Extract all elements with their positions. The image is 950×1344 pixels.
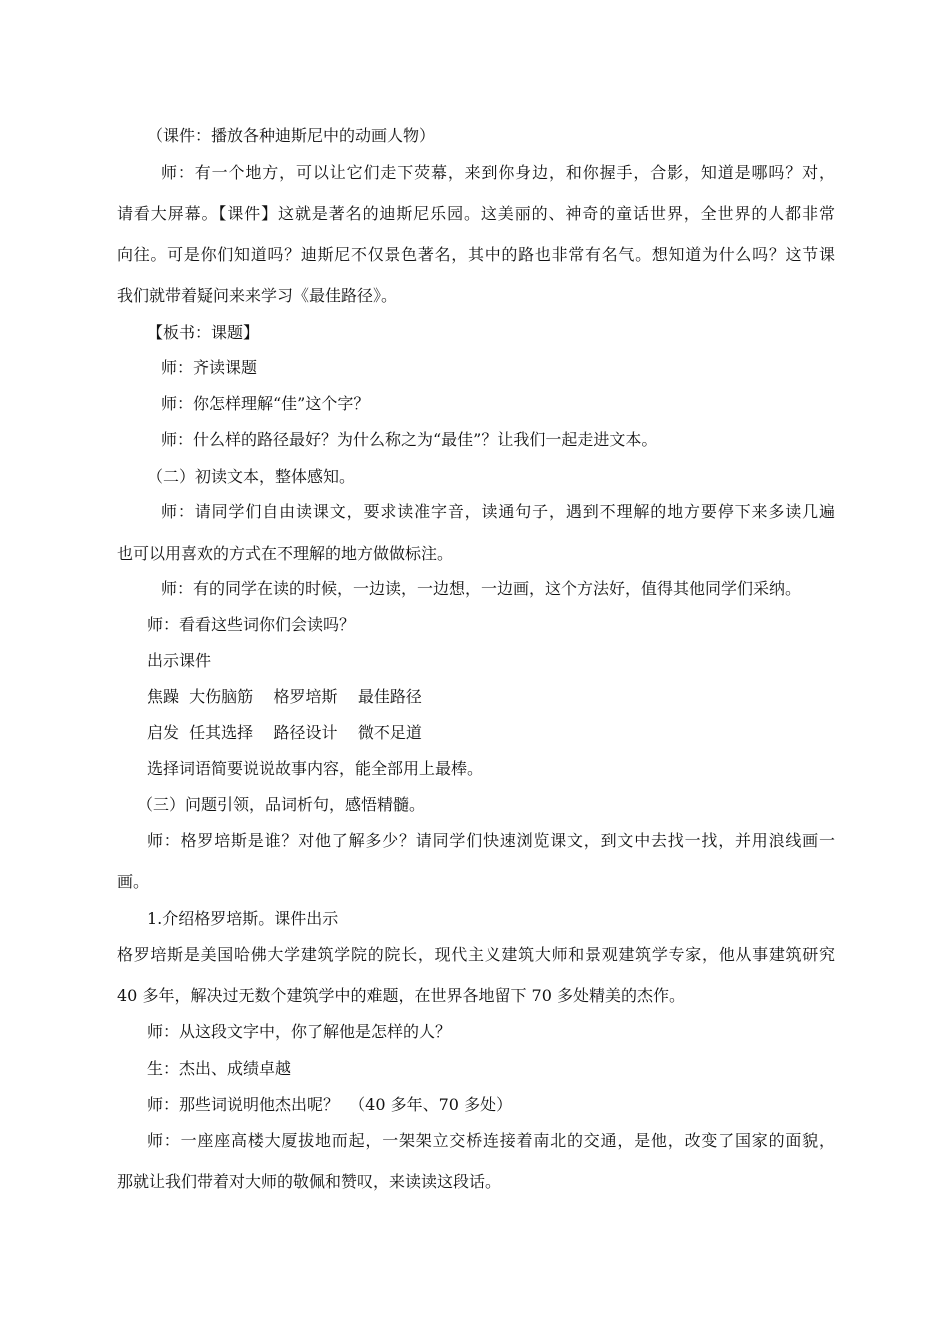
paragraph-line: （课件：播放各种迪斯尼中的动画人物） — [147, 126, 436, 145]
paragraph-line: 师：齐读课题 — [161, 358, 258, 377]
paragraph-line: 师：格罗培斯是谁？对他了解多少？请同学们快速浏览课文，到文中去找一找，并用浪线画一 — [147, 831, 835, 850]
section-heading: （三）问题引领，品词析句，感悟精髓。 — [137, 795, 426, 814]
paragraph-line: 也可以用喜欢的方式在不理解的地方做做标注。 — [117, 544, 454, 563]
paragraph-line: 师：什么样的路径最好？为什么称之为“最佳”？让我们一起走进文本。 — [161, 430, 658, 449]
paragraph-line: 师：有的同学在读的时候，一边读，一边想，一边画，这个方法好，值得其他同学们采纳。 — [161, 579, 802, 598]
paragraph-line: 那就让我们带着对大师的敬佩和赞叹，来读读这段话。 — [117, 1172, 502, 1191]
paragraph-line: 40 多年，解决过无数个建筑学中的难题，在世界各地留下 70 多处精美的杰作。 — [117, 986, 685, 1005]
section-heading: （二）初读文本，整体感知。 — [147, 467, 356, 486]
paragraph-line: 生：杰出、成绩卓越 — [147, 1059, 292, 1078]
word-list-line: 焦躁 大伤脑筋 格罗培斯 最佳路径 — [147, 687, 422, 706]
paragraph-line: 出示课件 — [147, 651, 212, 670]
paragraph-line: 向往。可是你们知道吗？迪斯尼不仅景色著名，其中的路也非常有名气。想知道为什么吗？这节课 — [117, 245, 835, 264]
paragraph-line: 师：那些词说明他杰出呢？ （40 多年、70 多处） — [147, 1095, 513, 1114]
paragraph-line: 师：你怎样理解“佳”这个字？ — [161, 394, 370, 413]
paragraph-line: 师：看看这些词你们会读吗？ — [147, 615, 356, 634]
paragraph-line: 我们就带着疑问来来学习《最佳路径》。 — [117, 286, 398, 305]
paragraph-line: 1.介绍格罗培斯。课件出示 — [147, 909, 339, 928]
paragraph-line: 师：请同学们自由读课文，要求读准字音，读通句子，遇到不理解的地方要停下来多读几遍 — [161, 502, 835, 521]
paragraph-line: 师：从这段文字中，你了解他是怎样的人？ — [147, 1022, 452, 1041]
paragraph-line: 选择词语简要说说故事内容，能全部用上最棒。 — [147, 759, 484, 778]
paragraph-line: 【板书：课题】 — [147, 323, 260, 342]
paragraph-line: 画。 — [117, 872, 150, 891]
paragraph-line: 师：有一个地方，可以让它们走下荧幕，来到你身边，和你握手，合影，知道是哪吗？对， — [161, 163, 835, 182]
paragraph-line: 格罗培斯是美国哈佛大学建筑学院的院长，现代主义建筑大师和景观建筑学专家，他从事建筑研究 — [117, 945, 835, 964]
paragraph-line: 请看大屏幕。【课件】这就是著名的迪斯尼乐园。这美丽的、神奇的童话世界，全世界的人都非常 — [117, 204, 835, 223]
paragraph-line: 师：一座座高楼大厦拔地而起，一架架立交桥连接着南北的交通，是他，改变了国家的面貌， — [147, 1131, 835, 1150]
word-list-line: 启发 任其选择 路径设计 微不足道 — [147, 723, 422, 742]
